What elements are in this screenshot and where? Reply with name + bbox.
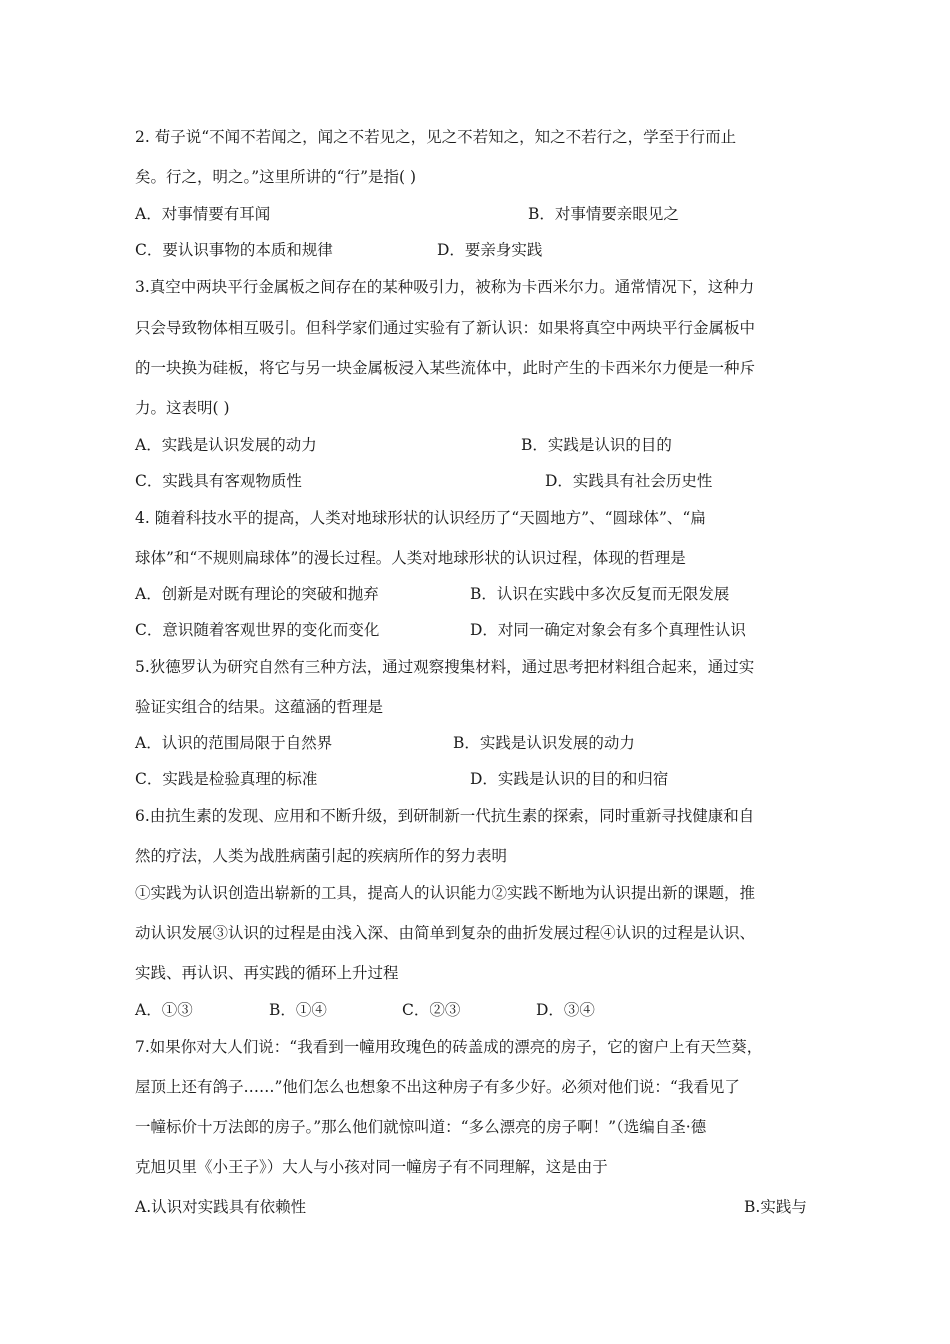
options-row [135, 733, 835, 753]
option-a: A．①③ [135, 1001, 193, 1019]
options-row [135, 620, 835, 640]
option-a: A．实践是认识发展的动力 [135, 436, 317, 454]
question-text: 3.真空中两块平行金属板之间存在的某种吸引力，被称为卡西米尔力。通常情况下，这种力 [135, 278, 755, 296]
question-text: 4. 随着科技水平的提高，人类对地球形状的认识经历了“天圆地方”、“圆球体”、“扁 [135, 509, 706, 527]
option-b: B．认识在实践中多次反复而无限发展 [470, 585, 730, 603]
question-text: 一幢标价十万法郎的房子。”那么他们就惊叫道：“多么漂亮的房子啊！”（选编自圣·德 [135, 1118, 707, 1136]
options-row [135, 471, 835, 491]
option-b: B.实践与 [744, 1198, 807, 1216]
option-d: D．③④ [536, 1001, 595, 1019]
option-c: C．实践是检验真理的标准 [135, 770, 318, 788]
option-d: D．实践具有社会历史性 [545, 472, 713, 490]
question-text: 2. 荀子说“不闻不若闻之，闻之不若见之，见之不若知之，知之不若行之，学至于行而止 [135, 128, 737, 146]
option-c: C．②③ [402, 1001, 461, 1019]
question-text: 实践、再认识、再实践的循环上升过程 [135, 964, 399, 982]
option-b: B．实践是认识发展的动力 [453, 734, 635, 752]
question-text: 验证实组合的结果。这蕴涵的哲理是 [135, 698, 384, 716]
question-text: 6.由抗生素的发现、应用和不断升级，到研制新一代抗生素的探索，同时重新寻找健康和自 [135, 807, 755, 825]
option-d: D．实践是认识的目的和归宿 [470, 770, 669, 788]
options-row [135, 435, 835, 455]
option-a: A．创新是对既有理论的突破和抛弃 [135, 585, 379, 603]
question-text: 5.狄德罗认为研究自然有三种方法，通过观察搜集材料，通过思考把材料组合起来，通过实 [135, 658, 755, 676]
question-text: 只会导致物体相互吸引。但科学家们通过实验有了新认识：如果将真空中两块平行金属板中 [135, 319, 756, 337]
options-row [135, 1197, 835, 1217]
options-row [135, 204, 835, 224]
question-text: 然的疗法，人类为战胜病菌引起的疾病所作的努力表明 [135, 847, 508, 865]
options-row [135, 769, 835, 789]
option-c: C．要认识事物的本质和规律 [135, 241, 333, 259]
option-a: A．对事情要有耳闻 [135, 205, 271, 223]
option-c: C．意识随着客观世界的变化而变化 [135, 621, 380, 639]
option-d: D．对同一确定对象会有多个真理性认识 [470, 621, 746, 639]
option-c: C．实践具有客观物质性 [135, 472, 302, 490]
option-a: A．认识的范围局限于自然界 [135, 734, 333, 752]
question-text: ①实践为认识创造出崭新的工具，提高人的认识能力②实践不断地为认识提出新的课题，推 [135, 884, 756, 902]
options-row [135, 584, 835, 604]
question-text: 克旭贝里《小王子》）大人与小孩对同一幢房子有不同理解，这是由于 [135, 1158, 608, 1176]
question-text: 矣。行之，明之。”这里所讲的“行”是指( ) [135, 168, 417, 186]
option-a: A.认识对实践具有依赖性 [135, 1198, 307, 1216]
question-text: 屋顶上还有鸽子……”他们怎么也想象不出这种房子有多少好。必须对他们说：“我看见了 [135, 1078, 740, 1096]
option-b: B．实践是认识的目的 [521, 436, 672, 454]
options-row [135, 1000, 835, 1020]
question-text: 球体”和“不规则扁球体”的漫长过程。人类对地球形状的认识过程，体现的哲理是 [135, 549, 686, 567]
question-text: 的一块换为硅板，将它与另一块金属板浸入某些流体中，此时产生的卡西米尔力便是一种斥 [135, 359, 756, 377]
option-d: D．要亲身实践 [437, 241, 543, 259]
question-text: 动认识发展③认识的过程是由浅入深、由简单到复杂的曲折发展过程④认识的过程是认识、 [135, 924, 756, 942]
options-row [135, 240, 835, 260]
option-b: B．①④ [269, 1001, 327, 1019]
question-text: 力。这表明( ) [135, 399, 230, 417]
option-b: B．对事情要亲眼见之 [528, 205, 679, 223]
question-text: 7.如果你对大人们说：“我看到一幢用玫瑰色的砖盖成的漂亮的房子，它的窗户上有天竺葵， [135, 1038, 763, 1056]
